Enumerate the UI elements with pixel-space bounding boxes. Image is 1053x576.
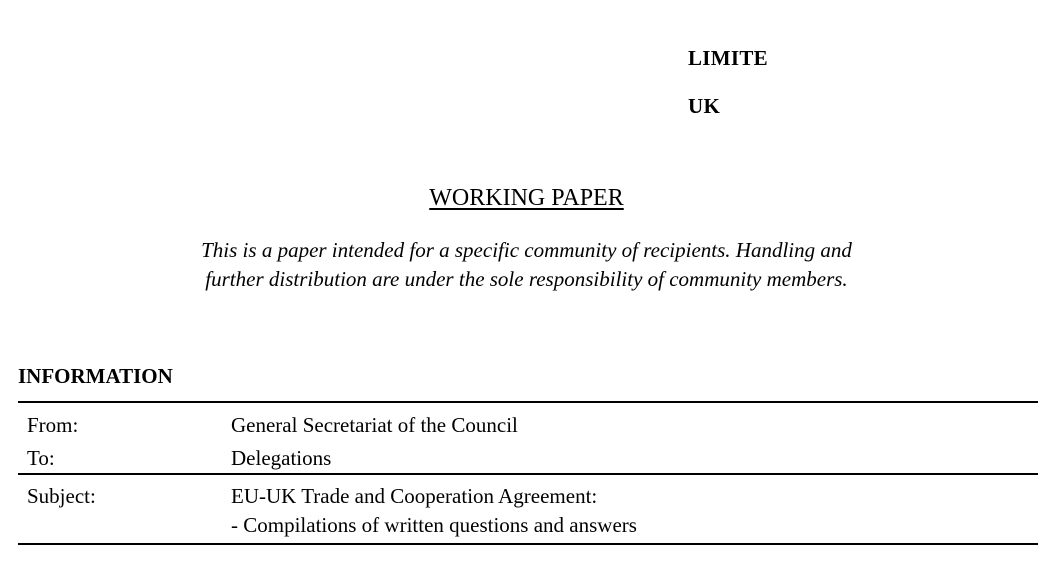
notice-line-1: This is a paper intended for a specific community of recipients. Handling and: [201, 238, 852, 262]
notice-line-2: further distribution are under the sole responsibility of community members.: [205, 267, 848, 291]
working-paper-title: WORKING PAPER: [429, 185, 624, 211]
distribution-marking: LIMITE: [688, 46, 768, 70]
subject-line-1: EU-UK Trade and Cooperation Agreement:: [231, 484, 598, 508]
addressing-block: [18, 403, 1038, 475]
information-label: INFORMATION: [18, 364, 173, 388]
subject-block: [18, 475, 1038, 543]
distribution-notice: [0, 236, 1053, 294]
information-table: [18, 401, 1038, 545]
from-label: From:: [27, 413, 79, 437]
to-value: Delegations: [231, 446, 332, 470]
subject-line-2: - Compilations of written questions and answers: [231, 513, 637, 537]
subject-label: Subject:: [27, 484, 96, 508]
document-title: [0, 184, 1053, 212]
from-value: General Secretariat of the Council: [231, 413, 518, 437]
to-label: To:: [27, 446, 55, 470]
country-marking: UK: [688, 94, 721, 118]
